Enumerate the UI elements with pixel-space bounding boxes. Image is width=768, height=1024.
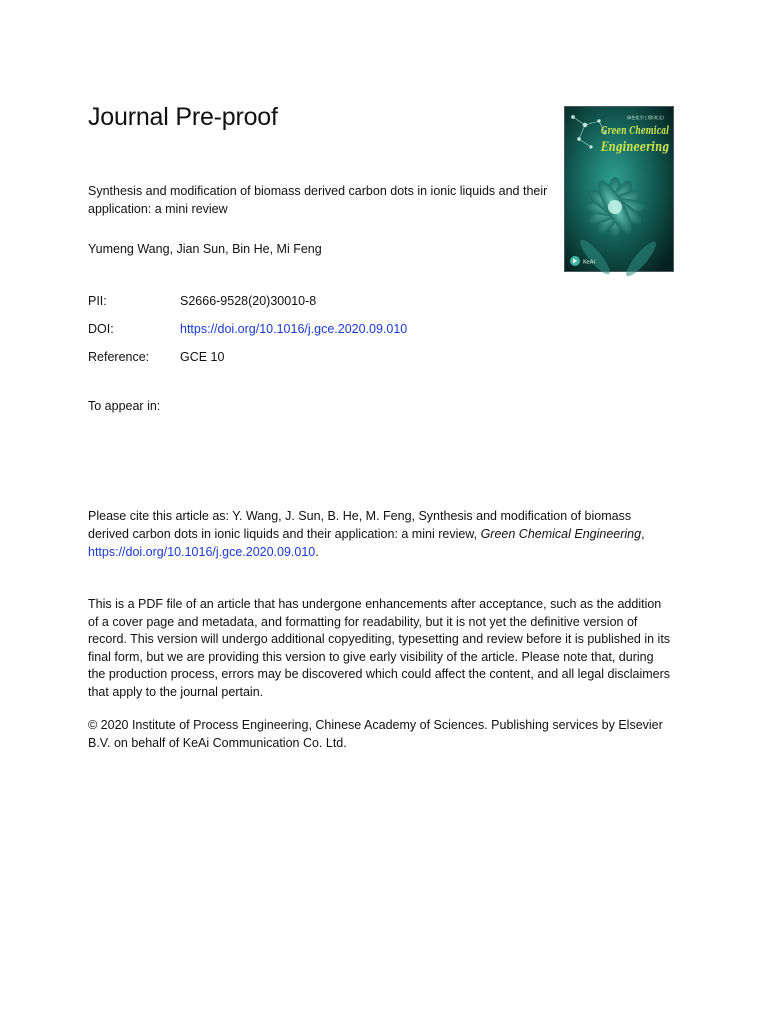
copyright-notice: © 2020 Institute of Process Engineering, Chinese Academy of Sciences. Publishing services by Elsevier B.V. on behalf of KeAi Communication Co. Ltd. — [88, 718, 663, 750]
cover-publisher: KeAi — [583, 259, 596, 266]
article-title: Synthesis and modification of biomass derived carbon dots in ionic liquids and their application: a mini review — [88, 184, 548, 216]
doi-link[interactable]: https://doi.org/10.1016/j.gce.2020.09.010 — [180, 322, 408, 336]
cover-title-line1: Green Chemical — [601, 124, 669, 137]
author-list: Yumeng Wang, Jian Sun, Bin He, Mi Feng — [88, 242, 322, 256]
citation-paragraph — [88, 507, 668, 561]
citation-separator: , — [641, 527, 645, 541]
journal-cover — [564, 106, 674, 272]
pre-proof-notice: This is a PDF file of an article that has undergone enhancements after acceptance, such as the addition of a cover page and metadata, and formatting for readability, but it is not yet the definitive version of record. This version will undergo additional copyediting, typesetting and review before it is published in its final form, but we are providing this version to give early visibility of the article. Please note that, during the production process, errors may be discovered which could affect the content, and all legal disclaimers that apply to the journal pertain. — [88, 597, 671, 699]
doi-label: DOI: — [88, 322, 114, 336]
pii-row — [88, 292, 508, 310]
cover-chinese-title: 绿色化学工程(英文) — [627, 115, 664, 120]
reference-value: GCE 10 — [180, 350, 225, 364]
reference-row — [88, 348, 508, 366]
doi-row — [88, 320, 508, 338]
cover-title-line2: Engineering — [600, 140, 669, 155]
pii-value: S2666-9528(20)30010-8 — [180, 294, 317, 308]
citation-text: Please cite this article as: Y. Wang, J. Sun, B. He, M. Feng, Synthesis and modification of biomass derived carbon dots in ionic liquids and their application: a mini review, — [88, 509, 632, 541]
journal-cover-art — [565, 107, 673, 271]
reference-label: Reference: — [88, 350, 150, 364]
citation-journal: Green Chemical Engineering — [480, 527, 642, 541]
page-heading: Journal Pre-proof — [88, 103, 278, 131]
appear-in-label: To appear in: — [88, 399, 161, 413]
citation-doi-link[interactable]: https://doi.org/10.1016/j.gce.2020.09.010 — [88, 545, 316, 559]
pii-label: PII: — [88, 294, 107, 308]
citation-suffix: . — [315, 545, 319, 559]
